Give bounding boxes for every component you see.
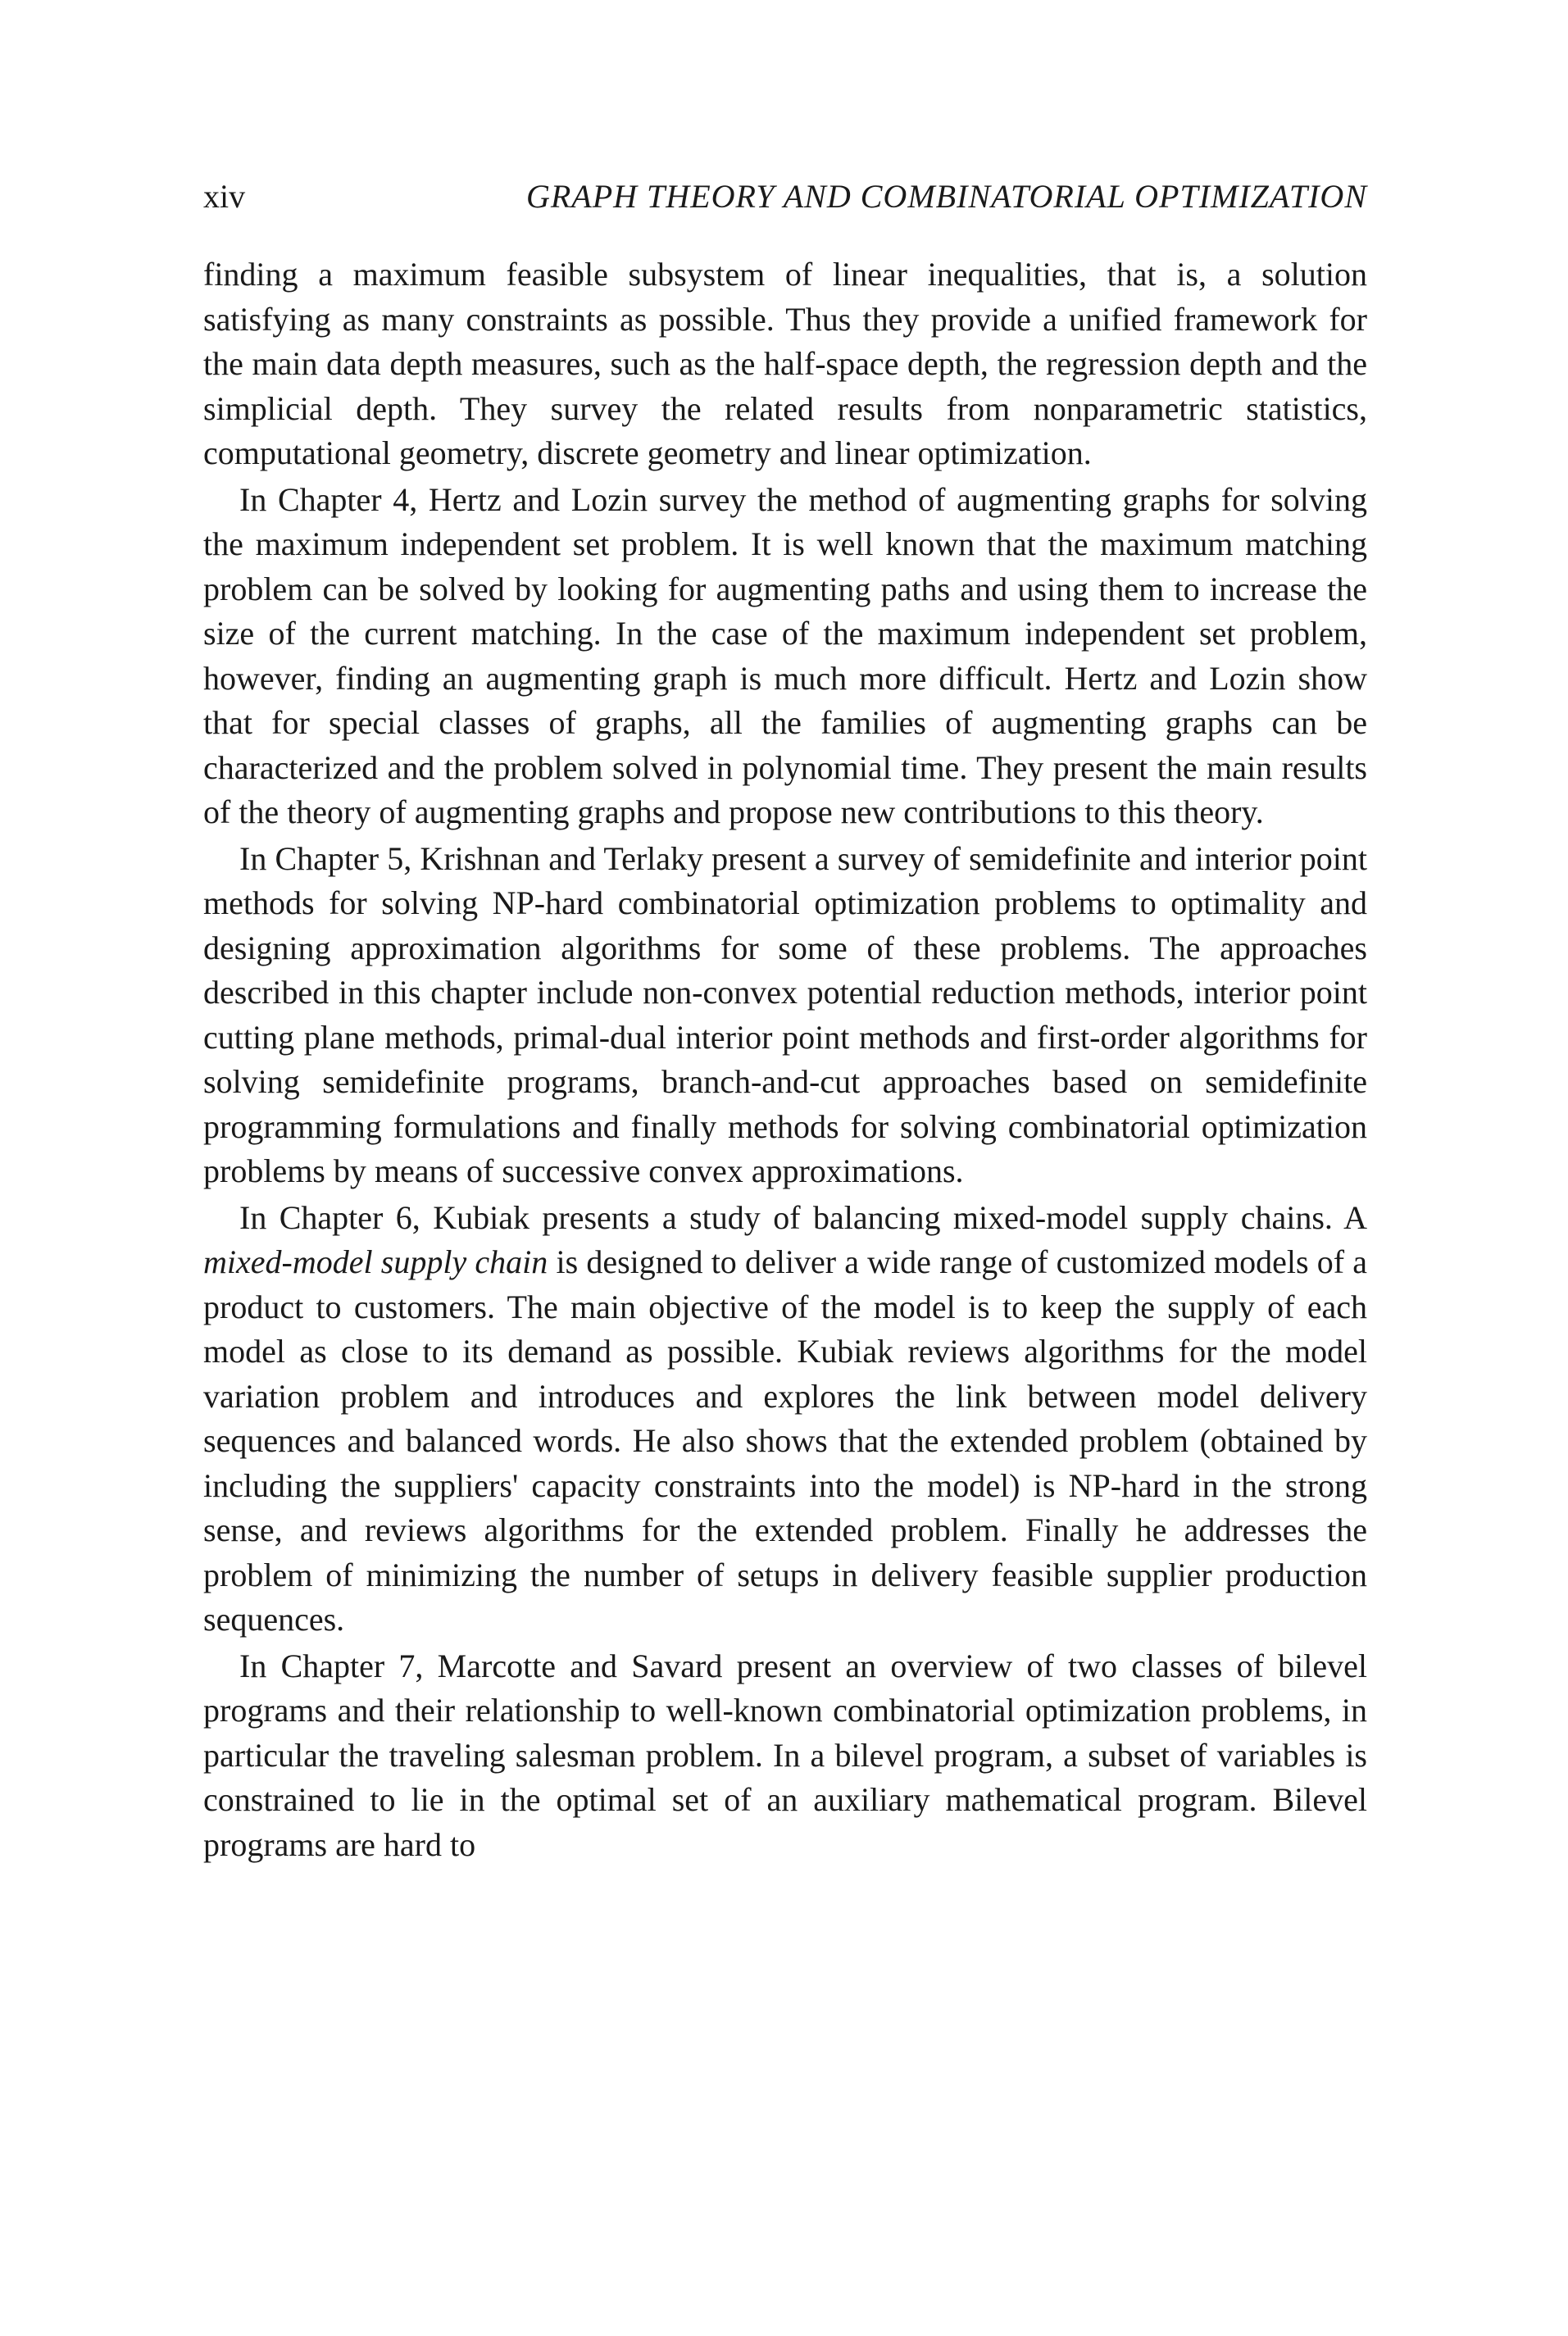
body-text xyxy=(203,252,1367,1867)
paragraph-chapter-7: In Chapter 7, Marcotte and Savard present an overview of two classes of bilevel programs and their relationship to well-known combinatorial optimization problems, in particular the traveling salesman problem. In a bilevel program, a subset of variables is constrained to lie in the optimal set of an auxiliary mathematical program. Bilevel programs are hard to xyxy=(203,1647,1367,1863)
paragraph-chapter-6-rest: is designed to deliver a wide range of customized models of a product to customers. The main objective of the model is to keep the supply of each model as close to its demand as possible. Kubiak reviews algorithms for the model variation problem and introduces and explores the link between model delivery sequences and balanced words. He also shows that the extended problem (obtained by including the suppliers' capacity constraints into the model) is NP-hard in the strong sense, and reviews algorithms for the extended problem. Finally he addresses the problem of minimizing the number of setups in delivery feasible supplier production sequences. xyxy=(203,1243,1367,1638)
page-number: xiv xyxy=(203,178,246,215)
emphasis-mixed-model-supply-chain: mixed-model supply chain xyxy=(203,1243,548,1280)
paragraph-data-depth: finding a maximum feasible subsystem of linear inequalities, that is, a solution satisfying as many constraints as possible. Thus they provide a unified framework for the main data depth measures, such as the half-space depth, the regression depth and the simplicial depth. They survey the related results from nonparametric statistics, computational geometry, discrete geometry and linear optimization. xyxy=(203,256,1367,471)
paragraph-chapter-6-lead: In Chapter 6, Kubiak presents a study of balancing mixed-model supply chains. A xyxy=(239,1198,1367,1236)
paragraph-chapter-4: In Chapter 4, Hertz and Lozin survey the method of augmenting graphs for solving the maximum independent set problem. It is well known that the maximum matching problem can be solved by looking for augmenting paths and using them to increase the size of the current matching. In the case of the maximum independent set problem, however, finding an augmenting graph is much more difficult. Hertz and Lozin show that for special classes of graphs, all the families of augmenting graphs can be characterized and the problem solved in polynomial time. They present the main results of the theory of augmenting graphs and propose new contributions to this theory. xyxy=(203,480,1367,830)
paragraph-chapter-5: In Chapter 5, Krishnan and Terlaky present a survey of semidefinite and interior point methods for solving NP-hard combinatorial optimization problems to optimality and designing approximation algorithms for some of these problems. The approaches described in this chapter include non-convex potential reduction methods, interior point cutting plane methods, primal-dual interior point methods and first-order algorithms for solving semidefinite programs, branch-and-cut approaches based on semidefinite programming formulations and finally methods for solving combinatorial optimization problems by means of successive convex approximations. xyxy=(203,839,1367,1189)
running-head xyxy=(203,172,1367,221)
paragraph-chapter-6 xyxy=(203,1196,1367,1643)
running-title: GRAPH THEORY AND COMBINATORIAL OPTIMIZATION xyxy=(525,178,1367,215)
